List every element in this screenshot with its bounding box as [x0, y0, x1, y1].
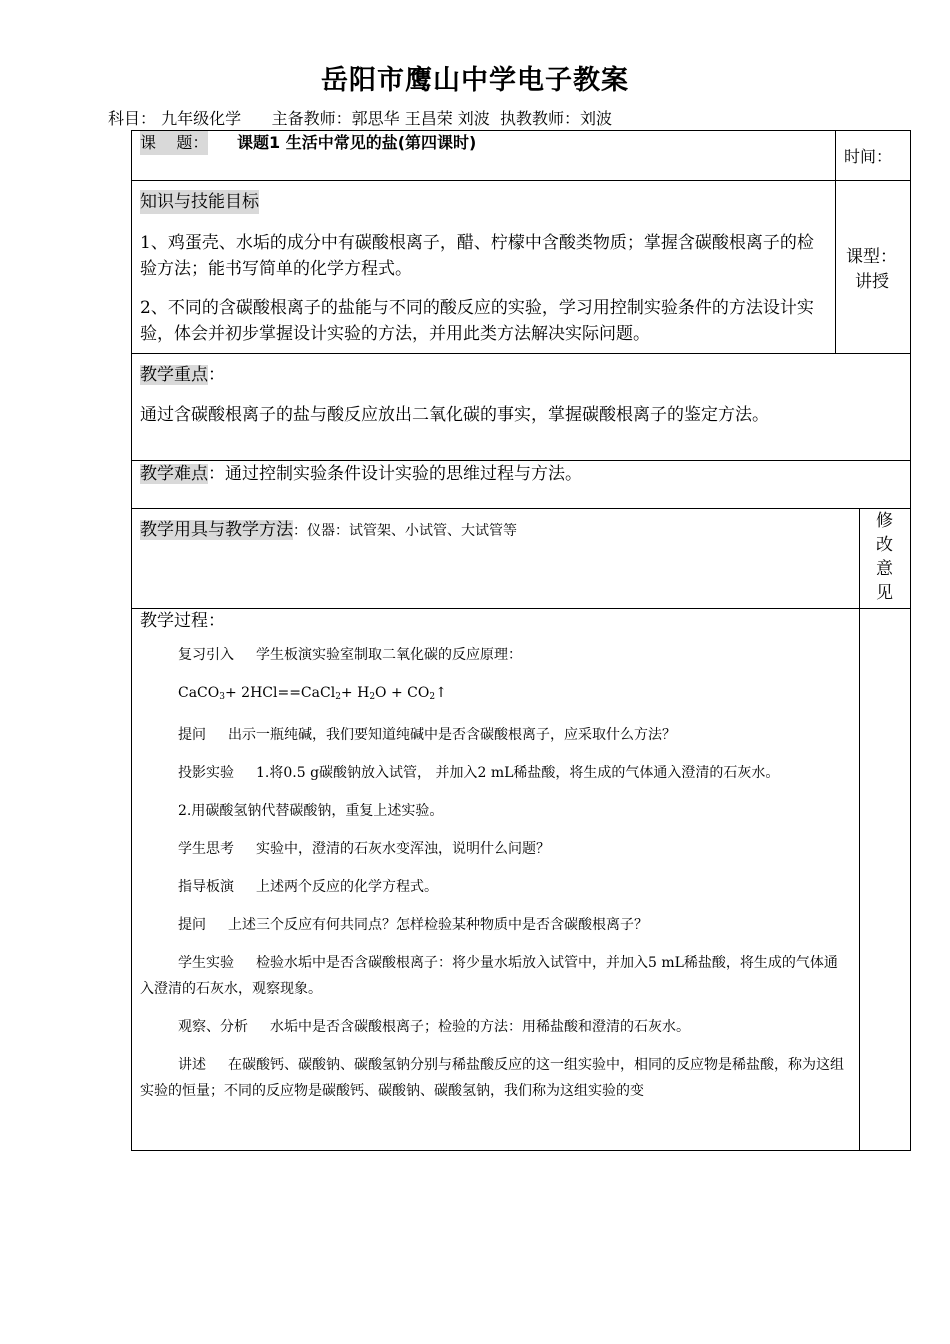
goals-item-1: 1、鸡蛋壳、水垢的成分中有碳酸根离子，醋、柠檬中含酸类物质；掌握含碳酸根离子的检验方法；能书写简单的化学方程式。: [140, 233, 814, 279]
equation: [140, 680, 850, 710]
difficulty-text: ：通过控制实验条件设计实验的思维过程与方法。: [208, 464, 582, 484]
time-label: 时间：: [844, 147, 893, 166]
process-revise-cell: [859, 608, 911, 1151]
guide-label: 指导板演: [178, 879, 234, 895]
lecture: [140, 1052, 850, 1104]
process-body: [140, 642, 850, 1104]
review-text: 学生板演实验室制取二氧化碳的反应原理：: [256, 647, 522, 663]
question-2: [140, 912, 850, 938]
eq-part: O + CO: [375, 685, 430, 701]
q1-label: 提问: [178, 727, 206, 743]
obs-label: 观察、分析: [178, 1019, 248, 1035]
header-info: [108, 106, 612, 129]
topic-text: 课题1 生活中常见的盐(第四课时): [237, 133, 477, 152]
stu-exp-label: 学生实验: [178, 955, 234, 971]
eq-part: + 2HCl==CaCl: [224, 685, 336, 701]
lecture-text: 在碳酸钙、碳酸钠、碳酸氢钠分别与稀盐酸反应的这一组实验中，相同的反应物是稀盐酸，称为这组实验的恒量；不同的反应物是碳酸钙、碳酸钠、碳酸氢钠，我们称为这组实验的变: [140, 1057, 844, 1099]
student-think: [140, 836, 850, 862]
q2-text: 上述三个反应有何共同点？怎样检验某种物质中是否含碳酸根离子？: [228, 917, 648, 933]
goals-heading: 知识与技能目标: [140, 192, 259, 212]
subject-label: 科目： 九年级化学: [108, 109, 242, 128]
stu-exp-text: 检验水垢中是否含碳酸根离子：将少量水垢放入试管中，并加入5 mL稀盐酸，将生成的气体通入澄清的石灰水，观察现象。: [140, 955, 838, 997]
experiment-1: [140, 760, 850, 786]
key-point-text: 通过含碳酸根离子的盐与酸反应放出二氧化碳的事实，掌握碳酸根离子的鉴定方法。: [140, 405, 769, 425]
think-label: 学生思考: [178, 841, 234, 857]
revise-char-1: 修: [876, 511, 893, 531]
lesson-type-value: 讲授: [855, 272, 889, 292]
obs-text: 水垢中是否含碳酸根离子；检验的方法：用稀盐酸和澄清的石灰水。: [270, 1019, 690, 1035]
teacher: 执教教师：刘波: [499, 109, 612, 128]
observe-analyze: [140, 1014, 850, 1040]
difficulty-line: [140, 462, 582, 486]
lecture-label: 讲述: [178, 1057, 206, 1073]
difficulty-heading: 教学难点: [140, 464, 208, 484]
eq-part: CaCO: [178, 685, 220, 701]
revise-char-2: 改: [876, 535, 893, 555]
experiment-2: 2.用碳酸氢钠代替碳酸钠，重复上述实验。: [178, 803, 444, 819]
tools-text: ：仪器：试管架、小试管、大试管等: [293, 523, 517, 539]
key-point-colon: ：: [208, 365, 225, 385]
eq-sub: 2: [335, 692, 341, 702]
revise-char-4: 见: [876, 583, 893, 603]
exp-text: 1.将0.5 g碳酸钠放入试管， 并加入2 mL稀盐酸，将生成的气体通入澄清的石灰水。: [256, 765, 780, 781]
eq-sub: 2: [369, 692, 376, 702]
eq-part: + H: [340, 685, 370, 701]
question-1: [140, 722, 850, 748]
process-heading: 教学过程：: [140, 611, 225, 631]
q2-label: 提问: [178, 917, 206, 933]
review-label: 复习引入: [178, 647, 234, 663]
eq-arrow: ↑: [435, 685, 447, 701]
tools-heading: 教学用具与教学方法: [140, 520, 293, 540]
eq-sub: 3: [219, 692, 225, 702]
lead-teacher: 主备教师：郭思华 王昌荣 刘波: [271, 109, 490, 128]
tools-line: [140, 518, 517, 542]
document-title: 岳阳市鹰山中学电子教案: [321, 65, 629, 96]
revise-label: [876, 509, 893, 605]
guide-text: 上述两个反应的化学方程式。: [256, 879, 438, 895]
student-experiment: [140, 950, 850, 1002]
q1-text: 出示一瓶纯碱，我们要知道纯碱中是否含碳酸根离子，应采取什么方法？: [228, 727, 676, 743]
key-point-heading: 教学重点: [140, 365, 208, 385]
eq-sub: 2: [429, 692, 436, 702]
lesson-type-label: 课型：: [846, 247, 897, 267]
guide-board: [140, 874, 850, 900]
review-line: [140, 642, 850, 668]
think-text: 实验中，澄清的石灰水变浑浊，说明什么问题？: [256, 841, 550, 857]
goals-item-2: 2、不同的含碳酸根离子的盐能与不同的酸反应的实验，学习用控制实验条件的方法设计实验，体会并初步掌握设计实验的方法，并用此类方法解决实际问题。: [140, 298, 814, 344]
key-point-heading-wrap: [140, 363, 225, 387]
topic-label: 课 题：: [140, 131, 208, 155]
revise-char-3: 意: [876, 559, 893, 579]
exp-label: 投影实验: [178, 765, 234, 781]
